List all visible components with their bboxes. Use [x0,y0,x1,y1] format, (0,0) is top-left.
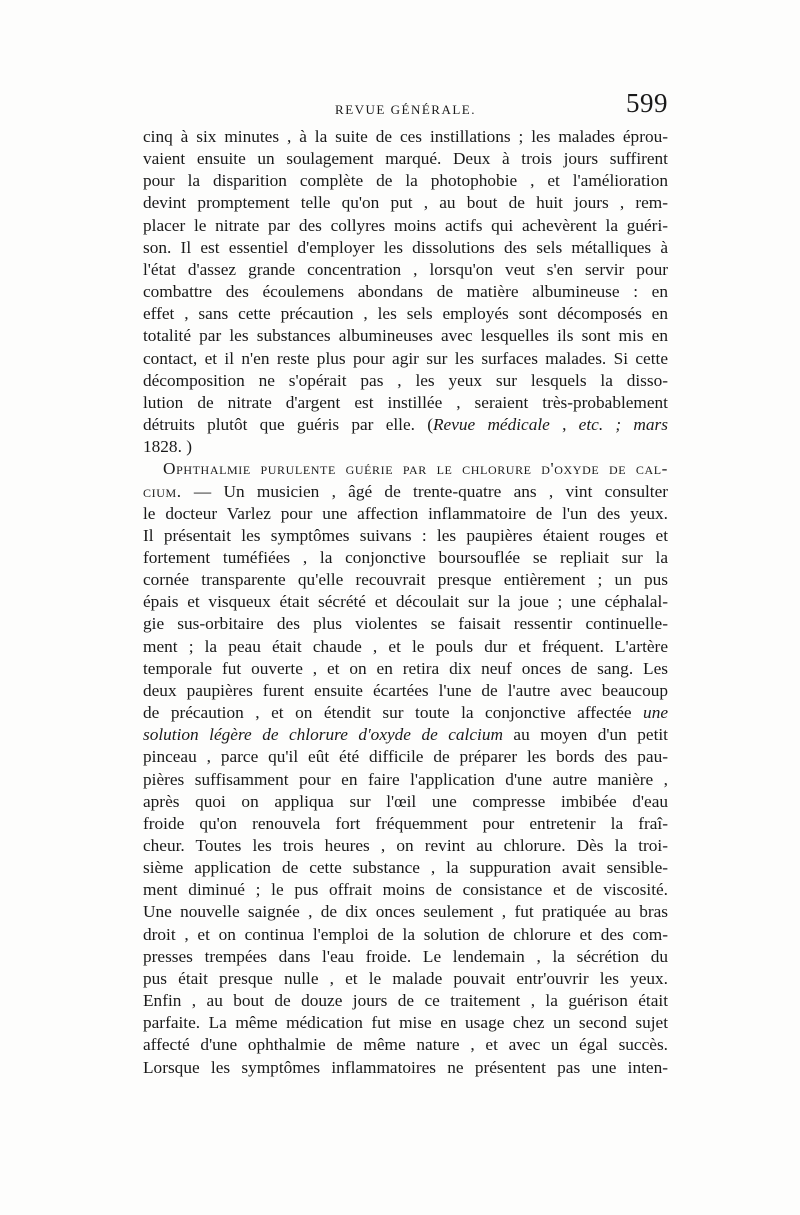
text-line: lution de nitrate d'argent est instillée , seraient très-probablement [143,392,668,412]
section-title-continuation [143,481,668,503]
text-line: parfaite. La même médication fut mise en usage chez un second sujet [143,1013,668,1033]
text-line: combattre des écoulemens abondans de matière albumineuse : en [143,282,668,302]
text-segment: de précaution , et on étendit sur toute la conjonctive affectée [143,703,644,723]
text-line: droit , et on continua l'emploi de la solution de chlorure et des com- [143,924,668,944]
page-header [143,86,668,122]
running-head: REVUE GÉNÉRALE. [335,102,476,117]
text-line [143,724,668,746]
citation-text: détruits plutôt que guéris par elle. ( [143,415,433,435]
text-line: fortement tuméfiées , la conjonctive boursouflée se repliait sur la [143,547,668,567]
text-line: placer le nitrate par des collyres moins actifs qui achevèrent la guéri- [143,215,668,235]
text-line: temporale fut ouverte , et on en retira dix neuf onces de sang. Les [143,658,668,678]
citation-separator: , [549,415,579,435]
citation-etc: etc. ; [578,415,622,435]
text-line: devint promptement telle qu'on put , au bout de huit jours , rem- [143,193,668,213]
text-line: cheur. Toutes les trois heures , on revint au chlorure. Dès la troi- [143,836,668,855]
text-line: deux paupières furent ensuite écartées l'une de l'autre avec beaucoup [143,680,668,700]
emphasis-une: une [643,703,668,723]
text-line: l'état d'assez grande concentration , lorsqu'on veut s'en servir pour [143,259,668,279]
text-line: Il présentait les symptômes suivans : les paupières étaient rouges et [143,525,668,545]
text-line: effet , sans cette précaution , les sels employés sont décomposés en [143,304,668,324]
emphasis-solution: solution légère de chlorure d'oxyde de calcium [143,725,503,745]
text-line: pour la disparition complète de la photophobie , et l'amélioration [143,171,668,191]
text-line: le docteur Varlez pour une affection inflammatoire de l'un des yeux. [143,503,668,523]
text-line: affecté d'une ophthalmie de même nature , et avec un égal succès. [143,1035,668,1055]
citation-line [143,414,668,436]
body-text [143,126,668,1079]
text-line: totalité par les substances albumineuses avec lesquelles ils sont mis en [143,326,668,346]
citation-year: 1828. ) [143,437,192,457]
text-line: froide qu'on renouvela fort fréquemment pour entretenir la fraî- [143,813,668,833]
text-line: après quoi on appliqua sur l'œil une compresse imbibée d'eau [143,791,668,811]
citation-journal: Revue médicale [432,415,550,435]
text-line: contact, et il n'en reste plus pour agir sur les surfaces malades. Si cette [143,348,668,368]
text-line: pières suffisamment pour en faire l'application d'une autre manière , [143,769,668,789]
text-line: ment diminué ; le pus offrait moins de consistance et de viscosité. [143,880,668,900]
text-line: pinceau , parce qu'il eût été difficile de préparer les bords des pau- [143,747,668,767]
text-line: Enfin , au bout de douze jours de ce traitement , la guérison était [143,991,668,1011]
text-line: — Un musicien , âgé de trente-quatre ans , vint consulter [181,481,668,501]
text-segment: au moyen d'un petit [502,725,668,745]
text-line: épais et visqueux était sécrété et découlait sur la joue ; une céphalal- [143,592,668,612]
page-number: 599 [626,88,668,118]
text-line: ment ; la peau était chaude , et le pouls dur et fréquent. L'artère [143,636,668,656]
text-line: Une nouvelle saignée , de dix onces seulement , fut pratiquée au bras [143,902,668,922]
citation-month: mars [621,415,668,435]
text-line: sième application de cette substance , la suppuration avait sensible- [143,858,668,878]
text-line: cornée transparente qu'elle recouvrait presque entièrement ; un pus [143,570,668,590]
text-line: presses trempées dans l'eau froide. Le lendemain , la sécrétion du [143,946,668,966]
text-line: son. Il est essentiel d'employer les dissolutions des sels métalliques à [143,237,668,257]
text-line: vaient ensuite un soulagement marqué. Deux à trois jours suffirent [143,149,668,169]
text-line: décomposition ne s'opérait pas , les yeux sur lesquels la disso- [143,370,668,390]
section-title-end: cium. [143,481,182,501]
text-line: Lorsque les symptômes inflammatoires ne présentent pas une inten- [143,1057,668,1077]
text-line [143,702,668,724]
text-line: cinq à six minutes , à la suite de ces instillations ; les malades éprou- [143,127,668,146]
text-line: gie sus-orbitaire des plus violentes se faisait ressentir continuelle- [143,614,668,634]
section-title: Ophthalmie purulente guérie par le chlorure d'oxyde de cal- [163,459,668,479]
text-line: pus était presque nulle , et le malade pouvait entr'ouvrir les yeux. [143,968,668,988]
